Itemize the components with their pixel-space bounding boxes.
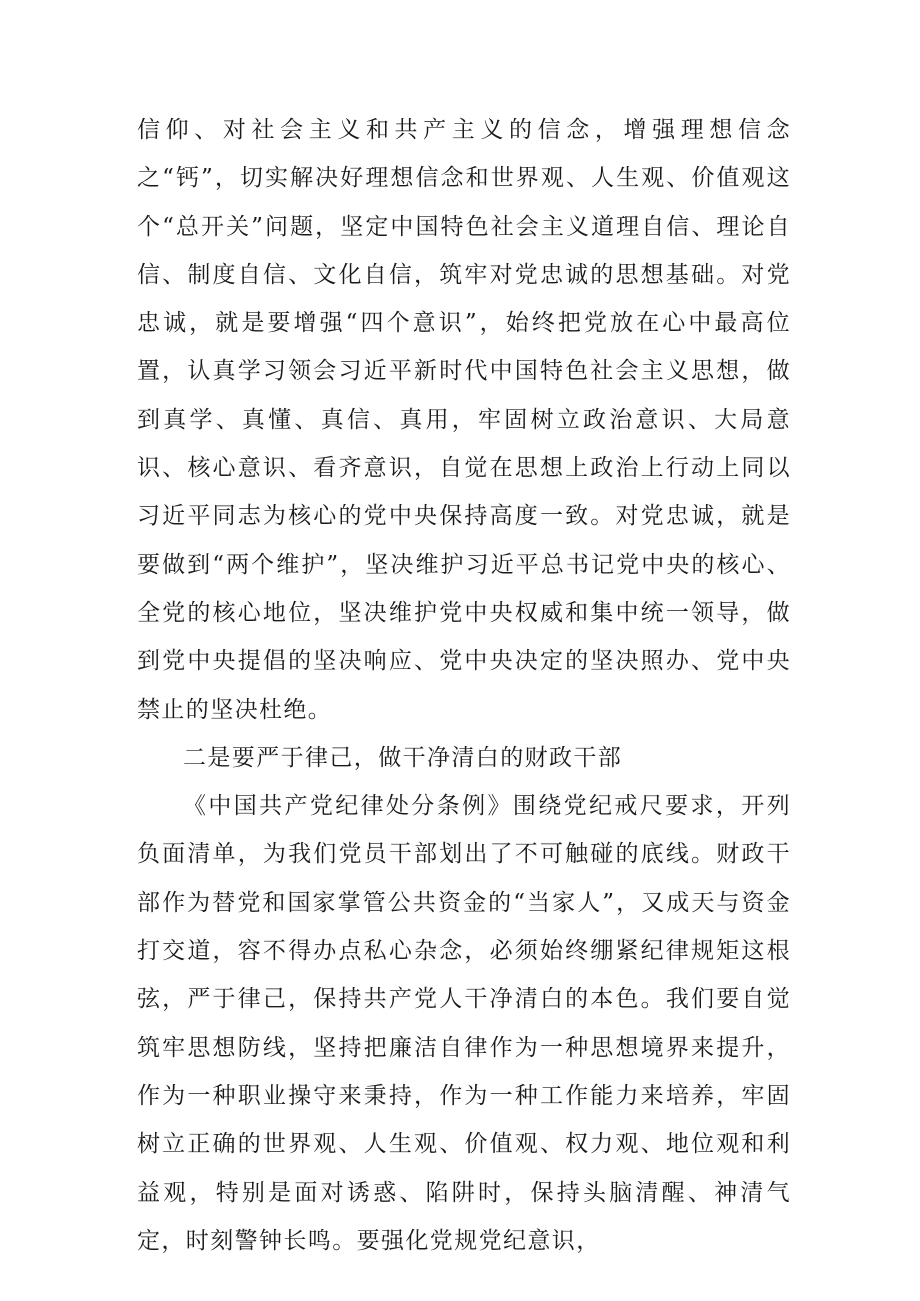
document-body: [137, 106, 791, 1265]
paragraph-continuation: 信仰、对社会主义和共产主义的信念，增强理想信念之“钙”，切实解决好理想信念和世界观、人生观、价值观这个“总开关”问题，坚定中国特色社会主义道理自信、理论自信、制度自信、文化自信，筑牢对党忠诚的思想基础。对党忠诚，就是要增强“四个意识”，始终把党放在心中最高位置，认真学习领会习近平新时代中国特色社会主义思想，做到真学、真懂、真信、真用，牢固树立政治意识、大局意识、核心意识、看齐意识，自觉在思想上政治上行动上同以习近平同志为核心的党中央保持高度一致。对党忠诚，就是要做到“两个维护”，坚决维护习近平总书记党中央的核心、全党的核心地位，坚决维护党中央权威和集中统一领导，做到党中央提倡的坚决响应、党中央决定的坚决照办、党中央禁止的坚决杜绝。: [137, 117, 791, 723]
section-heading: 二是要严于律己，做干净清白的财政干部: [183, 744, 623, 771]
paragraph-body: 《中国共产党纪律处分条例》围绕党纪戒尺要求，开列负面清单，为我们党员干部划出了不可触碰的底线。财政干部作为替党和国家掌管公共资金的“当家人”，又成天与资金打交道，容不得办点私心杂念，必须始终绷紧纪律规矩这根弦，严于律己，保持共产党人干净清白的本色。我们要自觉筑牢思想防线，坚持把廉洁自律作为一种思想境界来提升，作为一种职业操守来秉持，作为一种工作能力来培养，牢固树立正确的世界观、人生观、价值观、权力观、地位观和利益观，特别是面对诱惑、陷阱时，保持头脑清醒、神清气定，时刻警钟长鸣。要强化党规党纪意识，: [137, 793, 791, 1254]
